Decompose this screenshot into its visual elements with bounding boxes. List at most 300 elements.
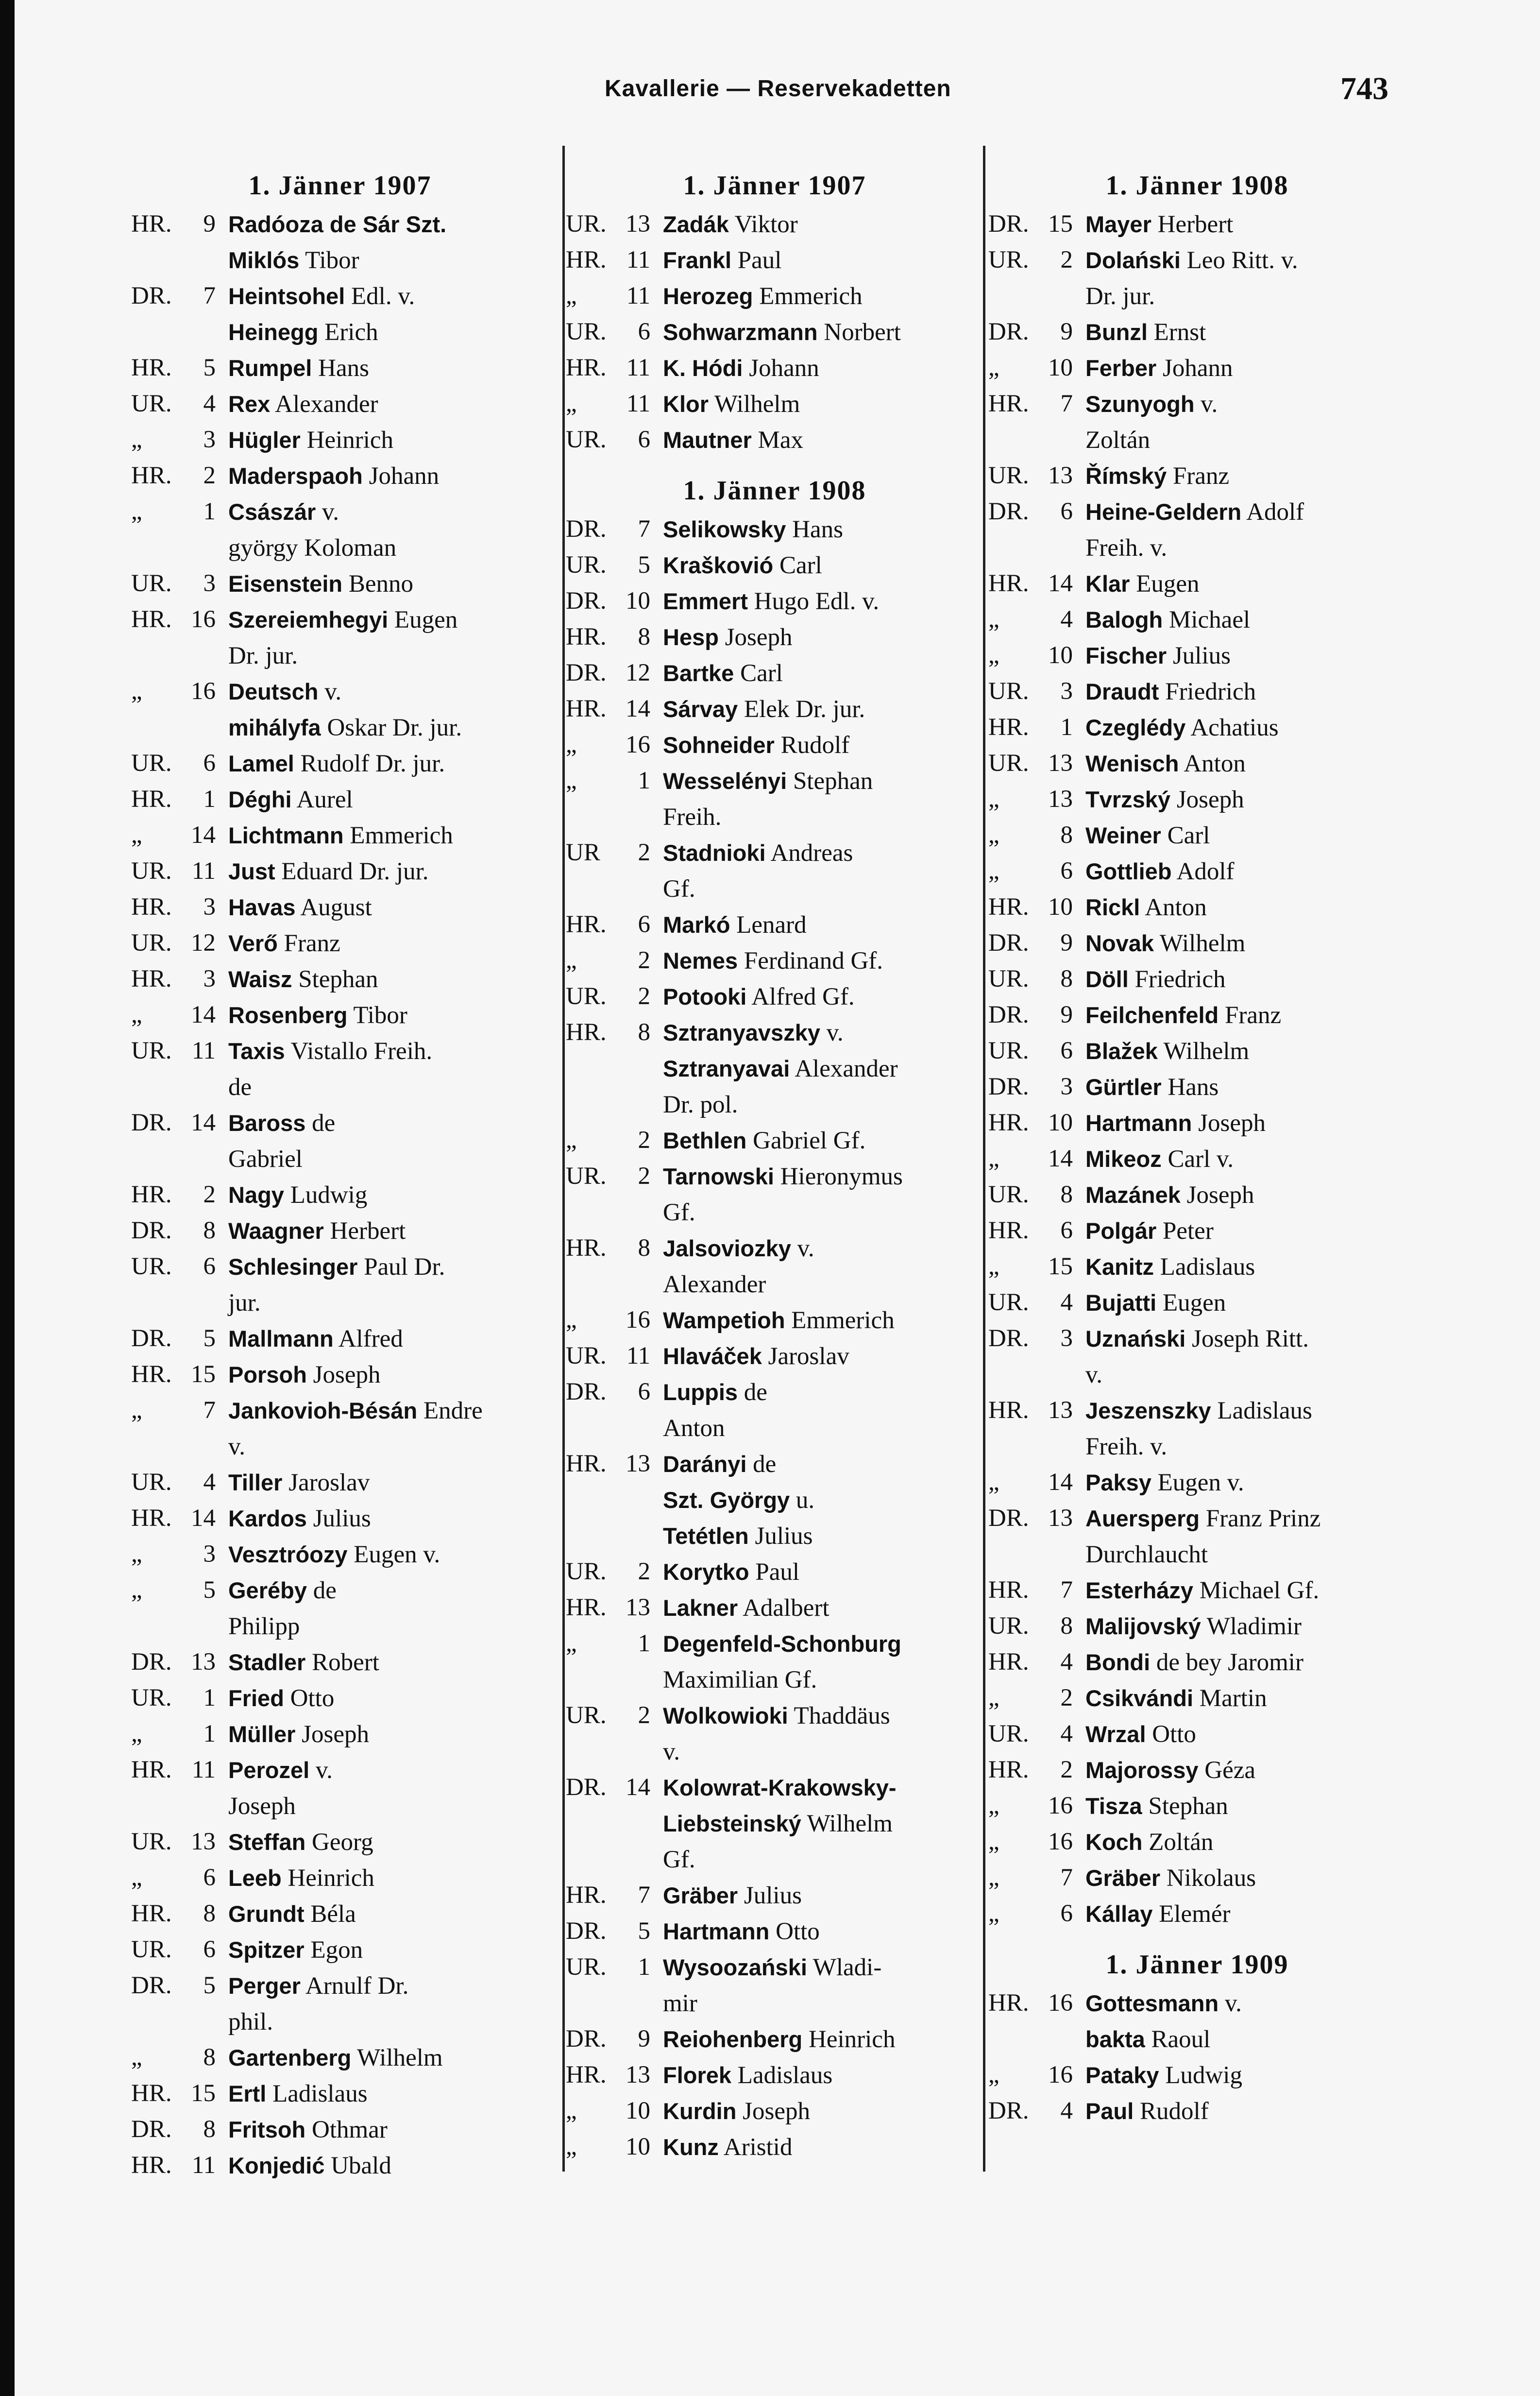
list-item: [988, 818, 1406, 854]
regiment-number: 6: [1060, 857, 1073, 885]
cadet-name: [663, 1985, 983, 2021]
given-name: Ferdinand Gf.: [738, 947, 883, 975]
regiment-type: HR.: [131, 1181, 172, 1208]
cadet-name: [1085, 1069, 1406, 1105]
list-item: [131, 494, 549, 530]
given-name: Hugo Edl. v.: [748, 588, 880, 615]
regiment-type: HR.: [988, 1648, 1029, 1676]
regiment-type: „: [566, 767, 577, 794]
list-item: [988, 278, 1406, 314]
regiment-number: 13: [1048, 462, 1073, 489]
list-item: [566, 1374, 983, 1410]
surname: Tarnowski: [663, 1164, 774, 1189]
regiment-type: HR.: [566, 911, 607, 938]
surname: Paul: [1085, 2098, 1134, 2124]
cadet-name: [1085, 566, 1406, 602]
given-name: Wilhelm: [1157, 1038, 1250, 1065]
cadet-name: [1085, 1537, 1406, 1573]
cadet-name: [663, 314, 983, 350]
surname: Spitzer: [228, 1937, 305, 1963]
regiment-number: [1043, 1429, 1073, 1465]
regiment-number: 8: [203, 2044, 216, 2071]
cadet-name: [663, 512, 983, 548]
cadet-name: [663, 727, 983, 763]
list-item: [131, 2076, 549, 2112]
given-name: Hieronymus: [774, 1163, 903, 1190]
regiment-type: „: [988, 354, 999, 381]
list-item: [988, 854, 1406, 890]
regiment-type: UR.: [131, 1936, 172, 1963]
cadet-name: [228, 530, 549, 566]
regiment-type: HR.: [566, 695, 607, 722]
cadet-name: [228, 206, 549, 242]
cadet-name: [228, 2112, 549, 2148]
surname: Mautner: [663, 427, 752, 453]
given-name: Gf.: [663, 875, 695, 903]
given-name: Johann: [1156, 355, 1233, 382]
regiment-type: UR.: [131, 1469, 172, 1496]
cadet-name: [663, 2021, 983, 2057]
given-name: Otto: [769, 1918, 820, 1945]
regiment-type: „: [131, 1540, 142, 1568]
list-item: [566, 314, 983, 350]
surname: Mayer: [1085, 211, 1151, 237]
regiment-type: HR.: [566, 354, 607, 381]
surname: Grundt: [228, 1901, 305, 1927]
regiment-type: [566, 1518, 620, 1554]
given-name: Rudolf: [1134, 2098, 1209, 2125]
cadet-name: [228, 782, 549, 818]
list-item: [131, 1609, 549, 1644]
surname: Leeb: [228, 1865, 282, 1891]
given-name: Leo Ritt. v.: [1180, 247, 1298, 274]
regiment-number: 16: [626, 731, 650, 758]
surname: Uznański: [1085, 1326, 1186, 1352]
regiment-number: [1043, 278, 1073, 314]
list-item: [131, 1752, 549, 1788]
surname: Jeszenszky: [1085, 1398, 1211, 1423]
list-item: [988, 674, 1406, 710]
surname: Sohwarzmann: [663, 319, 818, 345]
surname: Malijovský: [1085, 1613, 1201, 1639]
regiment-type: DR.: [566, 515, 607, 543]
regiment-type: [131, 1069, 186, 1105]
regiment-type: DR.: [988, 1325, 1029, 1352]
regiment-number: 5: [638, 551, 650, 579]
given-name: v.: [228, 1433, 245, 1460]
regiment-number: 12: [626, 659, 650, 686]
regiment-type: „: [988, 1900, 999, 1927]
cadet-name: [1085, 1716, 1406, 1752]
surname: Tvrzský: [1085, 787, 1171, 812]
cadet-name: [228, 997, 549, 1033]
regiment-type: [131, 1609, 186, 1644]
list-item: [566, 1698, 983, 1734]
cadet-name: [1085, 1393, 1406, 1429]
cadet-name: [663, 1123, 983, 1159]
given-name: Andreas: [765, 839, 853, 867]
cadet-name: [663, 422, 983, 458]
regiment-type: DR.: [988, 2097, 1029, 2124]
list-item: [988, 1896, 1406, 1932]
cadet-name: [663, 1159, 983, 1195]
given-name: Franz Prinz: [1200, 1505, 1321, 1532]
list-item: [131, 997, 549, 1033]
regiment-number: [186, 1141, 216, 1177]
list-item: [131, 1680, 549, 1716]
list-item: [988, 710, 1406, 746]
list-item: [131, 458, 549, 494]
regiment-type: HR.: [988, 1109, 1029, 1136]
regiment-number: [186, 314, 216, 350]
given-name: györgy Koloman: [228, 534, 397, 562]
surname: Porsoh: [228, 1362, 307, 1387]
regiment-type: UR.: [988, 246, 1029, 274]
surname: Římský: [1085, 463, 1167, 489]
given-name: Carl: [734, 660, 783, 687]
regiment-number: 10: [626, 2097, 650, 2124]
cadet-name: [663, 871, 983, 907]
surname: Fritsoh: [228, 2117, 306, 2142]
regiment-type: [566, 1662, 620, 1698]
list-item: [988, 1752, 1406, 1788]
cadet-name: [663, 1518, 983, 1554]
cadet-name: [228, 818, 549, 854]
list-item: [131, 1141, 549, 1177]
surname: Rosenberg: [228, 1002, 348, 1028]
surname: Feilchenfeld: [1085, 1002, 1219, 1028]
regiment-number: 2: [203, 1181, 216, 1208]
regiment-type: [131, 242, 186, 278]
regiment-number: [186, 1429, 216, 1465]
given-name: Lenard: [730, 911, 807, 939]
regiment-type: „: [131, 2044, 142, 2071]
given-name: Elemér: [1152, 1900, 1231, 1928]
cadet-name: [1085, 206, 1406, 242]
cadet-name: [663, 1482, 983, 1518]
regiment-number: 6: [1060, 1037, 1073, 1064]
list-item: [131, 1285, 549, 1321]
regiment-number: 3: [203, 570, 216, 597]
regiment-type: UR.: [566, 551, 607, 579]
given-name: Wilhelm: [709, 391, 800, 418]
cadet-name: [663, 2057, 983, 2093]
regiment-type: HR.: [988, 570, 1029, 597]
given-name: Géza: [1198, 1757, 1255, 1784]
regiment-number: 6: [638, 1378, 650, 1405]
list-item: [566, 1554, 983, 1590]
regiment-number: 14: [191, 821, 216, 849]
surname: Klar: [1085, 571, 1130, 597]
regiment-number: 1: [638, 1630, 650, 1657]
given-name: Eugen v.: [1151, 1469, 1244, 1496]
regiment-number: 8: [203, 1900, 216, 1927]
list-item: [988, 961, 1406, 997]
surname: Gottesmann: [1085, 1990, 1219, 2016]
list-item: [566, 278, 983, 314]
list-item: [988, 1985, 1406, 2021]
given-name: Freih.: [663, 804, 722, 831]
given-name: Joseph: [295, 1721, 370, 1748]
regiment-type: [131, 710, 186, 746]
given-name: Alfred: [333, 1325, 403, 1352]
cadet-name: [228, 422, 549, 458]
regiment-type: HR.: [566, 623, 607, 650]
regiment-number: 11: [626, 246, 650, 274]
given-name: Rudolf: [774, 732, 850, 759]
list-item: [988, 746, 1406, 782]
cadet-name: [663, 763, 983, 799]
regiment-number: 2: [638, 839, 650, 866]
cadet-name: [663, 583, 983, 619]
cadet-name: [228, 1824, 549, 1860]
cadet-name: [228, 278, 549, 314]
surname: Szt. György: [663, 1487, 790, 1513]
surname: Ertl: [228, 2081, 267, 2106]
list-item: [131, 2112, 549, 2148]
list-item: [566, 1231, 983, 1266]
surname: K. Hódi: [663, 355, 743, 381]
given-name: Alexander: [790, 1055, 898, 1082]
given-name: Wilhelm: [1154, 930, 1246, 957]
given-name: mir: [663, 1990, 697, 2017]
regiment-number: 2: [1060, 1756, 1073, 1783]
list-item: [566, 242, 983, 278]
regiment-type: HR.: [131, 1756, 172, 1783]
regiment-number: 8: [203, 1217, 216, 1244]
regiment-number: 8: [638, 1234, 650, 1262]
cadet-name: [663, 242, 983, 278]
regiment-number: 12: [191, 929, 216, 957]
surname: Kolowrat-Krakowsky-: [663, 1775, 897, 1800]
regiment-number: 16: [1048, 1828, 1073, 1855]
surname: Rumpel: [228, 355, 312, 381]
list-item: [988, 890, 1406, 925]
regiment-number: 13: [626, 2061, 650, 2088]
regiment-type: [131, 2004, 186, 2040]
list-item: [566, 583, 983, 619]
given-name: Wilhelm: [801, 1810, 893, 1837]
regiment-type: [566, 871, 620, 907]
cadet-name: [663, 1374, 983, 1410]
regiment-type: HR.: [131, 2080, 172, 2107]
given-name: Endre: [417, 1397, 483, 1424]
cadet-name: [1085, 890, 1406, 925]
list-item: [988, 566, 1406, 602]
regiment-number: 4: [203, 390, 216, 417]
regiment-number: 2: [638, 983, 650, 1010]
surname: Konjedić: [228, 2153, 325, 2178]
regiment-type: UR.: [988, 678, 1029, 705]
running-header: Kavallerie — Reservekadetten: [605, 76, 951, 102]
regiment-type: DR.: [566, 1917, 607, 1945]
cadet-name: [1085, 638, 1406, 674]
regiment-number: 16: [626, 1306, 650, 1334]
regiment-number: [186, 242, 216, 278]
regiment-type: [988, 278, 1043, 314]
list-item: [131, 386, 549, 422]
given-name: Eduard Dr. jur.: [275, 858, 429, 885]
regiment-number: [1043, 2021, 1073, 2057]
given-name: Joseph: [1180, 1181, 1254, 1209]
surname: Liebsteinský: [663, 1811, 801, 1836]
given-name: Friedrich: [1128, 966, 1226, 993]
regiment-type: [566, 1842, 620, 1878]
list-item: [988, 925, 1406, 961]
given-name: Achatius: [1185, 714, 1279, 741]
list-item: [566, 1446, 983, 1482]
surname: Auersperg: [1085, 1506, 1200, 1531]
surname: Blažek: [1085, 1038, 1158, 1064]
regiment-type: HR.: [131, 1505, 172, 1532]
given-name: Martin: [1193, 1685, 1267, 1712]
given-name: Benno: [342, 570, 413, 598]
surname: Weiner: [1085, 822, 1161, 848]
list-item: [131, 1824, 549, 1860]
list-item: [566, 619, 983, 655]
list-item: [988, 422, 1406, 458]
list-item: [988, 458, 1406, 494]
cadet-name: [663, 1842, 983, 1878]
regiment-number: 9: [1060, 1001, 1073, 1028]
cadet-name: [1085, 1465, 1406, 1501]
regiment-number: 4: [1060, 606, 1073, 633]
regiment-type: UR.: [988, 965, 1029, 993]
given-name: de: [305, 1110, 341, 1137]
given-name: Norbert: [817, 319, 901, 346]
section-heading: 1. Jänner 1908: [1105, 171, 1289, 201]
cadet-name: [1085, 997, 1406, 1033]
regiment-type: UR.: [988, 1181, 1029, 1208]
regiment-number: [186, 2004, 216, 2040]
surname: Tiller: [228, 1470, 283, 1495]
surname: Hartmann: [1085, 1110, 1192, 1136]
regiment-type: „: [566, 947, 577, 974]
given-name: Carl v.: [1161, 1146, 1234, 1173]
column-rule: [562, 146, 565, 2172]
regiment-type: [131, 1429, 186, 1465]
given-name: Eugen: [1156, 1289, 1226, 1317]
cadet-name: [1085, 961, 1406, 997]
regiment-number: 11: [191, 1037, 216, 1064]
section-heading: 1. Jänner 1908: [683, 476, 866, 506]
regiment-number: 13: [1048, 750, 1073, 777]
given-name: Joseph: [718, 624, 793, 651]
regiment-type: UR.: [566, 1953, 607, 1981]
surname: Jalsoviozky: [663, 1235, 791, 1261]
regiment-type: UR.: [131, 570, 172, 597]
surname: Szunyogh: [1085, 391, 1195, 417]
given-name: v.: [820, 1019, 844, 1046]
surname: Kanitz: [1085, 1254, 1154, 1280]
surname: Kunz: [663, 2134, 719, 2160]
cadet-name: [228, 350, 549, 386]
cadet-name: [1085, 1609, 1406, 1644]
cadet-name: [1085, 1896, 1406, 1932]
list-item: [988, 602, 1406, 638]
list-item: [566, 979, 983, 1015]
list-item: [988, 1069, 1406, 1105]
surname: Lakner: [663, 1595, 738, 1621]
regiment-number: 4: [1060, 1720, 1073, 1747]
list-item: [566, 1518, 983, 1554]
given-name: Joseph: [306, 1361, 381, 1388]
regiment-number: 6: [203, 1253, 216, 1280]
regiment-number: 7: [638, 515, 650, 543]
cadet-name: [228, 890, 549, 925]
cadet-name: [228, 566, 549, 602]
list-item: [566, 691, 983, 727]
surname: Sztranyavai: [663, 1056, 790, 1081]
regiment-number: 8: [1060, 821, 1073, 849]
given-name: Ladislaus: [1154, 1253, 1255, 1281]
list-item: [988, 1141, 1406, 1177]
list-item: [566, 1662, 983, 1698]
list-item: [566, 548, 983, 583]
regiment-type: „: [131, 1576, 142, 1604]
given-name: Raoul: [1145, 2026, 1211, 2053]
list-item: [988, 206, 1406, 242]
given-name: Robert: [305, 1649, 379, 1676]
given-name: Dr. pol.: [663, 1091, 738, 1118]
regiment-type: HR.: [131, 354, 172, 381]
cadet-name: [663, 1590, 983, 1626]
regiment-type: [566, 799, 620, 835]
cadet-name: [663, 655, 983, 691]
regiment-type: „: [988, 606, 999, 633]
given-name: Julius: [1167, 642, 1231, 669]
cadet-name: [1085, 782, 1406, 818]
given-name: Michael Gf.: [1193, 1577, 1320, 1604]
regiment-number: 15: [1048, 210, 1073, 238]
surname: Esterházy: [1085, 1577, 1194, 1603]
cadet-name: [663, 1195, 983, 1231]
given-name: Gabriel: [228, 1146, 303, 1173]
list-item: [131, 1501, 549, 1537]
list-item: [988, 782, 1406, 818]
cadet-name: [1085, 818, 1406, 854]
regiment-number: [620, 1518, 650, 1554]
given-name: Béla: [304, 1900, 356, 1928]
list-item: [988, 386, 1406, 422]
regiment-number: 6: [203, 750, 216, 777]
list-item: [131, 1968, 549, 2004]
regiment-number: [620, 1806, 650, 1842]
regiment-number: 2: [638, 947, 650, 974]
given-name: Freih. v.: [1085, 534, 1168, 562]
page-edge: [0, 0, 15, 2396]
regiment-number: 10: [1048, 354, 1073, 381]
given-name: Maximilian Gf.: [663, 1666, 817, 1694]
regiment-type: UR.: [988, 1037, 1029, 1064]
given-name: Joseph: [1170, 786, 1244, 813]
given-name: jur.: [228, 1289, 261, 1317]
list-item: [566, 799, 983, 835]
given-name: Gabriel Gf.: [746, 1127, 866, 1154]
surname: Császár: [228, 499, 316, 525]
regiment-number: 8: [203, 2116, 216, 2143]
surname: Vesztróozy: [228, 1541, 348, 1567]
regiment-type: [131, 638, 186, 674]
cadet-name: [663, 2129, 983, 2165]
given-name: v.: [791, 1235, 821, 1262]
surname: Wysoozański: [663, 1954, 807, 1980]
regiment-type: DR.: [988, 1073, 1029, 1100]
cadet-name: [1085, 1429, 1406, 1465]
list-item: [566, 1015, 983, 1051]
regiment-number: 3: [1060, 678, 1073, 705]
surname: Ferber: [1085, 355, 1157, 381]
